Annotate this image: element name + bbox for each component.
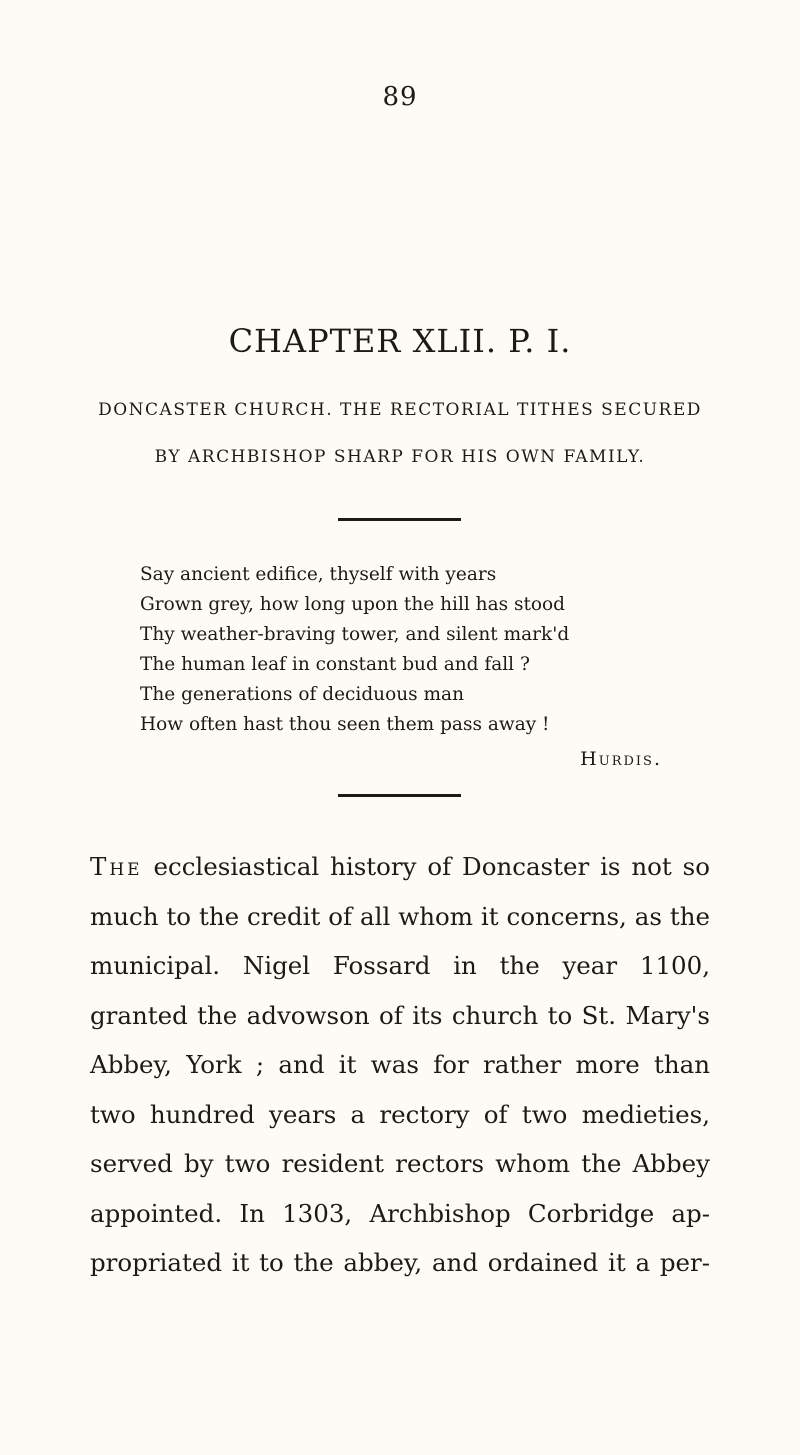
verse-line: How often hast thou seen them pass away ! xyxy=(140,714,550,735)
epigraph-attribution: Hurdis. xyxy=(580,748,662,770)
body-line: much to the credit of all whom it concerns, as the xyxy=(90,901,710,931)
divider-rule-bottom xyxy=(338,794,461,797)
body-line: two hundred years a rectory of two medieties, xyxy=(90,1099,710,1129)
opening-word: The xyxy=(90,852,143,881)
body-line: appointed. In 1303, Archbishop Corbridge ap- xyxy=(90,1198,710,1228)
body-line: granted the advowson of its church to St. Mary's xyxy=(90,1000,710,1030)
verse-line: Say ancient edifice, thyself with years xyxy=(140,564,497,585)
verse-line: The human leaf in constant bud and fall ? xyxy=(140,654,530,675)
body-line: propriated it to the abbey, and ordained it a per- xyxy=(90,1248,710,1277)
page-number: 89 xyxy=(382,82,418,112)
verse-line: Grown grey, how long upon the hill has stood xyxy=(140,594,566,615)
chapter-title: CHAPTER XLII. P. I. xyxy=(228,322,572,360)
body-line xyxy=(90,842,710,892)
verse-line: The generations of deciduous man xyxy=(140,684,464,705)
body-line: municipal. Nigel Fossard in the year 1100, xyxy=(90,951,710,980)
chapter-subtitle-line-1: DONCASTER CHURCH. THE RECTORIAL TITHES SECURED xyxy=(98,400,702,420)
divider-rule-top xyxy=(338,518,461,521)
epigraph-verse xyxy=(140,560,690,740)
first-line-text: ecclesiastical history of Doncaster is not so xyxy=(153,852,710,881)
verse-line: Thy weather-braving tower, and silent mark'd xyxy=(140,624,570,645)
body-line: Abbey, York ; and it was for rather more than xyxy=(90,1050,710,1079)
body-line: served by two resident rectors whom the Abbey xyxy=(90,1149,710,1178)
body-paragraph xyxy=(90,842,710,1288)
chapter-subtitle-line-2: BY ARCHBISHOP SHARP FOR HIS OWN FAMILY. xyxy=(154,447,646,467)
